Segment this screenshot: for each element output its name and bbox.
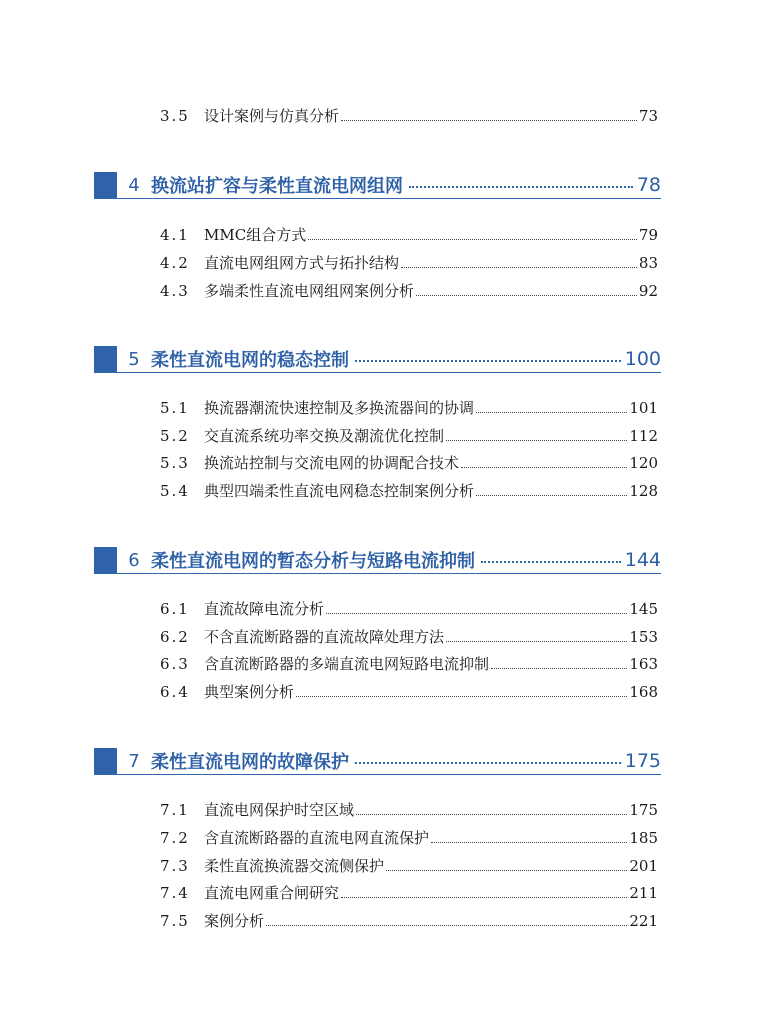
- section-title: 换流站控制与交流电网的协调配合技术: [204, 454, 460, 472]
- section-page-number: 153: [629, 628, 658, 646]
- section-page-number: 83: [638, 254, 658, 272]
- chapter-number: 7: [128, 750, 140, 772]
- section-title: 直流电网重合闸研究: [204, 884, 340, 902]
- section-entry: [160, 280, 658, 302]
- section-entry: [160, 827, 658, 849]
- section-page-number: 92: [638, 282, 658, 300]
- section-page-number: 163: [629, 655, 658, 673]
- chapter-title: 柔性直流电网的故障保护: [151, 752, 349, 773]
- section-entry: [160, 855, 658, 877]
- section-entry: [160, 397, 658, 419]
- dot-leader: [431, 842, 627, 843]
- dot-leader: [355, 360, 621, 362]
- section-title: 直流电网保护时空区域: [204, 801, 355, 819]
- dot-leader: [409, 186, 633, 188]
- dot-leader: [446, 440, 627, 441]
- dot-leader: [446, 641, 627, 642]
- section-entry: [160, 252, 658, 274]
- section-title: 换流器潮流快速控制及多换流器间的协调: [204, 399, 475, 417]
- section-page-number: 201: [629, 857, 658, 875]
- section-number: 7.1: [160, 801, 190, 819]
- section-page-number: 79: [638, 226, 658, 244]
- section-entry: [160, 799, 658, 821]
- dot-leader: [296, 696, 627, 697]
- section-page-number: 221: [629, 912, 658, 930]
- dot-leader: [491, 668, 627, 669]
- dot-leader: [308, 239, 637, 240]
- dot-leader: [341, 897, 627, 898]
- section-title: 多端柔性直流电网组网案例分析: [204, 282, 415, 300]
- dot-leader: [476, 412, 627, 413]
- chapter-page-number: 100: [624, 348, 661, 370]
- section-page-number: 73: [638, 107, 658, 125]
- section-number: 7.2: [160, 829, 190, 847]
- chapter-title: 柔性直流电网的暂态分析与短路电流抑制: [151, 551, 475, 572]
- chapter-heading: [94, 748, 661, 775]
- section-page-number: 145: [629, 600, 658, 618]
- chapter-heading: [94, 346, 661, 373]
- section-number: 7.3: [160, 857, 190, 875]
- dot-leader: [386, 870, 627, 871]
- dot-leader: [481, 561, 621, 563]
- dot-leader: [355, 762, 621, 764]
- dot-leader: [476, 495, 627, 496]
- chapter-marker: [94, 346, 117, 372]
- chapter-page-number: 78: [636, 174, 661, 196]
- section-entry: [160, 425, 658, 447]
- section-entry: [160, 626, 658, 648]
- section-title: 直流电网组网方式与拓扑结构: [204, 254, 400, 272]
- section-entry: [160, 882, 658, 904]
- dot-leader: [356, 814, 627, 815]
- section-number: 7.5: [160, 912, 190, 930]
- chapter-marker: [94, 547, 117, 573]
- section-title: 案例分析: [204, 912, 265, 930]
- dot-leader: [461, 467, 627, 468]
- section-number: 5.4: [160, 482, 190, 500]
- section-number: 5.1: [160, 399, 190, 417]
- section-entry: [160, 910, 658, 932]
- section-entry: [160, 480, 658, 502]
- section-entry: [160, 681, 658, 703]
- section-page-number: 101: [629, 399, 658, 417]
- chapter-marker: [94, 172, 117, 198]
- section-page-number: 120: [629, 454, 658, 472]
- section-title: 典型四端柔性直流电网稳态控制案例分析: [204, 482, 475, 500]
- section-title: 含直流断路器的多端直流电网短路电流抑制: [204, 655, 490, 673]
- section-entry: [160, 224, 658, 246]
- section-page-number: 185: [629, 829, 658, 847]
- chapter-marker: [94, 748, 117, 774]
- section-number: 5.3: [160, 454, 190, 472]
- section-page-number: 175: [629, 801, 658, 819]
- section-page-number: 128: [629, 482, 658, 500]
- section-number: 4.2: [160, 254, 190, 272]
- chapter-number: 4: [128, 174, 140, 196]
- section-title: 不含直流断路器的直流故障处理方法: [204, 628, 445, 646]
- dot-leader: [341, 120, 637, 121]
- section-title: 直流故障电流分析: [204, 600, 325, 618]
- section-title: MMC组合方式: [204, 226, 307, 244]
- dot-leader: [326, 613, 627, 614]
- chapter-number: 6: [128, 549, 140, 571]
- section-title: 设计案例与仿真分析: [204, 107, 340, 125]
- chapter-heading: [94, 547, 661, 574]
- section-entry: [160, 105, 658, 127]
- section-page-number: 168: [629, 683, 658, 701]
- chapter-page-number: 175: [624, 750, 661, 772]
- chapter-heading: [94, 172, 661, 199]
- section-title: 柔性直流换流器交流侧保护: [204, 857, 385, 875]
- dot-leader: [266, 925, 627, 926]
- section-title: 典型案例分析: [204, 683, 295, 701]
- section-title: 交直流系统功率交换及潮流优化控制: [204, 427, 445, 445]
- section-number: 6.2: [160, 628, 190, 646]
- section-number: 5.2: [160, 427, 190, 445]
- chapter-number: 5: [128, 348, 140, 370]
- chapter-title: 柔性直流电网的稳态控制: [151, 350, 349, 371]
- chapter-page-number: 144: [624, 549, 661, 571]
- section-entry: [160, 653, 658, 675]
- section-number: 4.3: [160, 282, 190, 300]
- section-entry: [160, 598, 658, 620]
- chapter-title: 换流站扩容与柔性直流电网组网: [151, 176, 403, 197]
- section-number: 6.3: [160, 655, 190, 673]
- section-number: 4.1: [160, 226, 190, 244]
- section-title: 含直流断路器的直流电网直流保护: [204, 829, 430, 847]
- section-number: 6.4: [160, 683, 190, 701]
- dot-leader: [416, 295, 637, 296]
- dot-leader: [401, 267, 637, 268]
- section-page-number: 112: [629, 427, 658, 445]
- section-number: 3.5: [160, 107, 190, 125]
- section-number: 7.4: [160, 884, 190, 902]
- section-page-number: 211: [629, 884, 658, 902]
- section-number: 6.1: [160, 600, 190, 618]
- section-entry: [160, 452, 658, 474]
